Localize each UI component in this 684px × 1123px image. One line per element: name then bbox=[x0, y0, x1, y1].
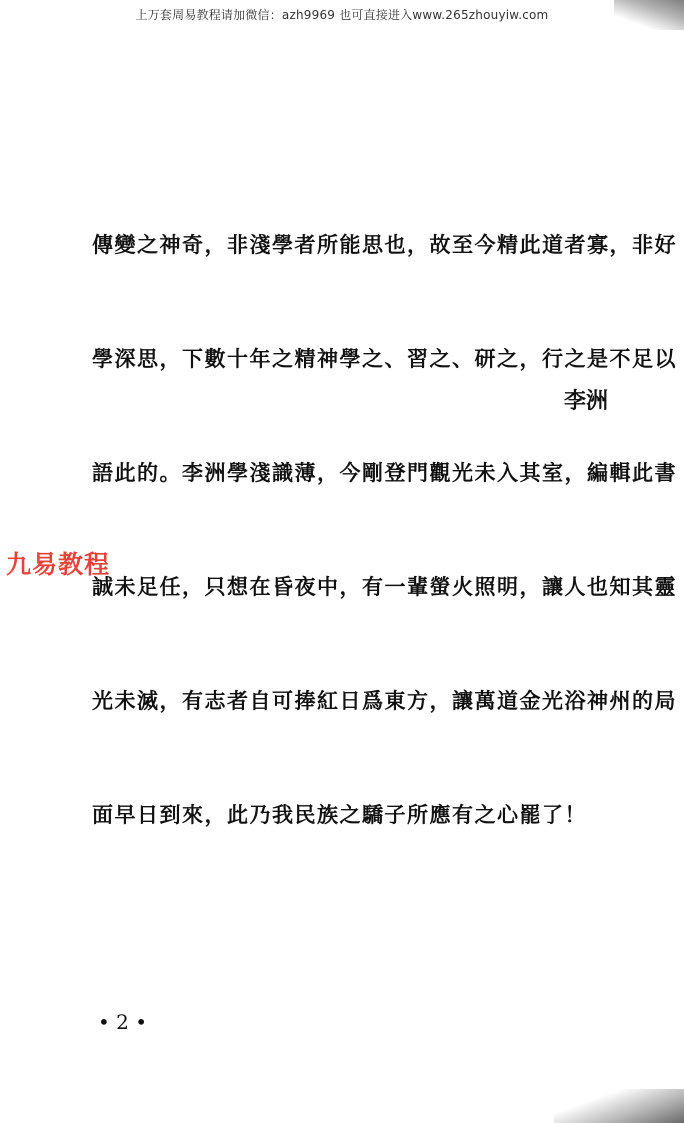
brand-watermark: 九易教程 bbox=[6, 550, 111, 579]
page-corner-shadow-bottom bbox=[554, 1089, 684, 1123]
header-watermark: 上万套周易教程请加微信：azh9969 也可直接进入www.265zhouyiw.com bbox=[135, 8, 549, 22]
text-line: 語此的。李洲學淺識薄，今剛登門觀光未入其室，編輯此書 bbox=[92, 460, 677, 485]
text-line: 光未滅，有志者自可捧紅日爲東方，讓萬道金光浴神州的局 bbox=[92, 688, 677, 713]
text-line: 學深思，下數十年之精神學之、習之、研之，行之是不足以 bbox=[92, 346, 677, 371]
text-line: 誠未足任，只想在昏夜中，有一輩螢火照明，讓人也知其靈 bbox=[92, 574, 677, 599]
text-line: 面早日到來，此乃我民族之驕子所應有之心罷了！ bbox=[92, 802, 587, 827]
author-signature: 李洲 bbox=[564, 389, 609, 414]
body-text bbox=[92, 150, 677, 872]
page-number: • 2 • bbox=[98, 1010, 148, 1034]
text-line: 傳變之神奇，非淺學者所能思也，故至今精此道者寡，非好 bbox=[92, 232, 677, 257]
